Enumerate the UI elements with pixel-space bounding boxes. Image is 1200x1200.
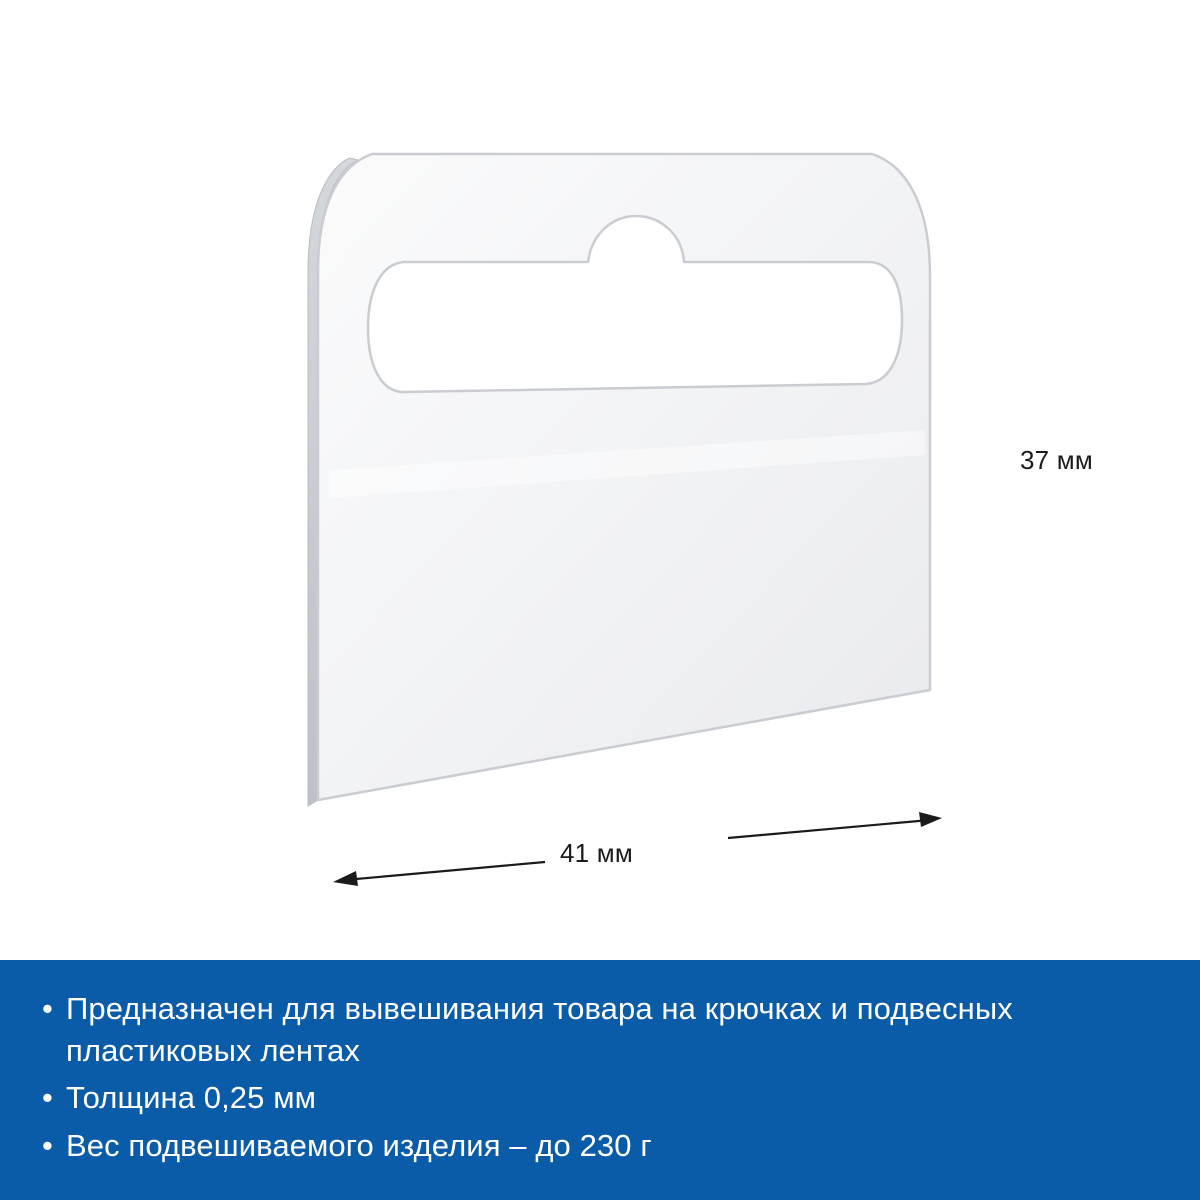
info-panel — [0, 960, 1200, 1200]
feature-list — [40, 988, 1160, 1166]
list-item-text: Толщина 0,25 мм — [66, 1080, 317, 1116]
height-dimension-label: 37 мм — [1020, 445, 1093, 475]
width-dimension-label: 41 мм — [560, 838, 633, 868]
bullet-icon: • — [42, 991, 53, 1026]
list-item-text: Предназначен для вывешивания товара на крючках и подвесных пластиковых лентах — [66, 991, 1013, 1068]
list-item-text: Вес подвешиваемого изделия – до 230 г — [66, 1127, 652, 1163]
bullet-icon: • — [42, 1127, 53, 1163]
bullet-icon: • — [42, 1080, 53, 1116]
list-item — [40, 988, 1160, 1071]
list-item — [40, 1077, 1160, 1119]
list-item — [40, 1125, 1160, 1167]
